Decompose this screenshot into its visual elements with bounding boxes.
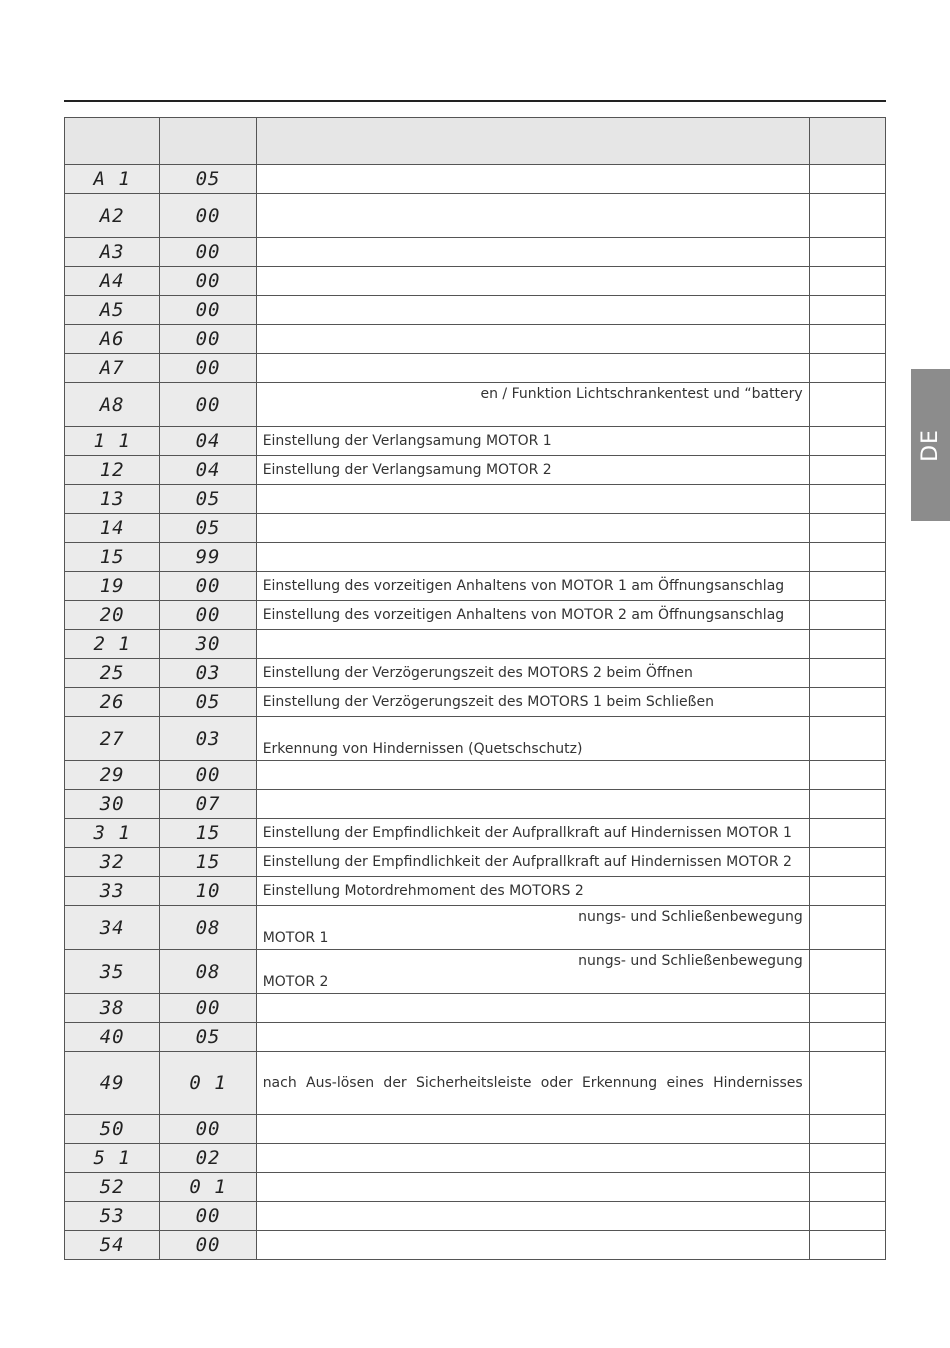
param-description [256, 456, 809, 485]
param-code: A5 [65, 296, 160, 325]
table-row [65, 354, 886, 383]
table-row [65, 1231, 886, 1260]
param-default-value: 10 [160, 877, 256, 906]
param-description [256, 848, 809, 877]
param-code: 15 [65, 543, 160, 572]
param-description [256, 543, 809, 572]
param-extra-cell [809, 994, 885, 1023]
param-extra-cell [809, 601, 885, 630]
param-default-value: 08 [160, 906, 256, 950]
param-code: 38 [65, 994, 160, 1023]
param-default-value: 0 1 [160, 1052, 256, 1115]
table-body [65, 165, 886, 1260]
param-code: 49 [65, 1052, 160, 1115]
param-description [256, 877, 809, 906]
table-row [65, 601, 886, 630]
table-row [65, 950, 886, 994]
param-default-value: 00 [160, 761, 256, 790]
param-description [256, 1231, 809, 1260]
param-extra-cell [809, 1052, 885, 1115]
header-cell-default [160, 118, 256, 165]
param-code: A6 [65, 325, 160, 354]
table-row [65, 267, 886, 296]
param-description [256, 1023, 809, 1052]
param-description [256, 659, 809, 688]
table-row [65, 1202, 886, 1231]
param-default-value: 02 [160, 1144, 256, 1173]
param-code: 33 [65, 877, 160, 906]
param-code: 40 [65, 1023, 160, 1052]
param-code: 12 [65, 456, 160, 485]
param-code: 35 [65, 950, 160, 994]
description-line [263, 405, 803, 426]
table-row [65, 325, 886, 354]
table-row [65, 1144, 886, 1173]
param-code: 26 [65, 688, 160, 717]
param-default-value: 04 [160, 427, 256, 456]
description-line: MOTOR 2 [262, 973, 329, 990]
param-description [256, 296, 809, 325]
param-extra-cell [809, 427, 885, 456]
table-row [65, 427, 886, 456]
param-code: 19 [65, 572, 160, 601]
param-extra-cell [809, 165, 885, 194]
param-default-value: 03 [160, 717, 256, 761]
param-extra-cell [809, 819, 885, 848]
param-extra-cell [809, 296, 885, 325]
description-line: Einstellung der Verlangsamung MOTOR 2 [262, 461, 552, 478]
param-extra-cell [809, 543, 885, 572]
param-code: 52 [65, 1173, 160, 1202]
param-description [256, 994, 809, 1023]
table-row [65, 848, 886, 877]
header-cell-code [65, 118, 160, 165]
param-default-value: 00 [160, 267, 256, 296]
param-code: 2 1 [65, 630, 160, 659]
param-code: 25 [65, 659, 160, 688]
description-line: nungs- und Schließenbewegung [578, 908, 803, 925]
param-default-value: 15 [160, 819, 256, 848]
param-description [256, 427, 809, 456]
table-row [65, 296, 886, 325]
param-description [256, 485, 809, 514]
param-description [256, 688, 809, 717]
description-line: Einstellung des vorzeitigen Anhaltens von MOTOR 1 am Öffnungsanschlag [262, 577, 785, 594]
description-line: Einstellung Motordrehmoment des MOTORS 2 [262, 882, 584, 899]
param-default-value: 00 [160, 601, 256, 630]
param-extra-cell [809, 572, 885, 601]
param-default-value: 00 [160, 994, 256, 1023]
description-line: MOTOR 1 [262, 929, 329, 946]
param-extra-cell [809, 659, 885, 688]
param-code: 34 [65, 906, 160, 950]
table-row [65, 717, 886, 761]
param-default-value: 00 [160, 194, 256, 238]
table-row [65, 543, 886, 572]
param-extra-cell [809, 1144, 885, 1173]
param-default-value: 30 [160, 630, 256, 659]
param-code: 13 [65, 485, 160, 514]
param-description [256, 325, 809, 354]
param-default-value: 15 [160, 848, 256, 877]
param-description [256, 514, 809, 543]
table-row [65, 383, 886, 427]
param-default-value: 0 1 [160, 1173, 256, 1202]
param-description [256, 906, 809, 950]
param-default-value: 00 [160, 1231, 256, 1260]
table-row [65, 194, 886, 238]
param-extra-cell [809, 1173, 885, 1202]
param-extra-cell [809, 238, 885, 267]
param-extra-cell [809, 267, 885, 296]
table-row [65, 761, 886, 790]
param-extra-cell [809, 761, 885, 790]
param-extra-cell [809, 325, 885, 354]
param-code: A4 [65, 267, 160, 296]
param-description [256, 790, 809, 819]
param-extra-cell [809, 717, 885, 761]
param-description [256, 950, 809, 994]
param-code: 54 [65, 1231, 160, 1260]
table-row [65, 456, 886, 485]
table-row [65, 1115, 886, 1144]
description-line: Einstellung der Verzögerungszeit des MOTORS 1 beim Schließen [262, 693, 714, 710]
param-code: 53 [65, 1202, 160, 1231]
param-description [256, 267, 809, 296]
param-default-value: 00 [160, 1202, 256, 1231]
table-row [65, 659, 886, 688]
param-default-value: 08 [160, 950, 256, 994]
language-tab-label: DE [918, 428, 943, 462]
param-description [256, 572, 809, 601]
param-default-value: 00 [160, 383, 256, 427]
param-code: A 1 [65, 165, 160, 194]
param-description [256, 1052, 809, 1115]
table-row [65, 485, 886, 514]
param-default-value: 99 [160, 543, 256, 572]
param-code: 5 1 [65, 1144, 160, 1173]
param-default-value: 00 [160, 572, 256, 601]
param-description [256, 165, 809, 194]
param-extra-cell [809, 1231, 885, 1260]
param-default-value: 00 [160, 296, 256, 325]
description-line: Einstellung der Empfindlichkeit der Aufprallkraft auf Hindernissen MOTOR 2 [262, 853, 792, 870]
table-row [65, 790, 886, 819]
language-tab [911, 369, 950, 521]
param-code: A3 [65, 238, 160, 267]
param-extra-cell [809, 354, 885, 383]
description-line: Einstellung der Verzögerungszeit des MOTORS 2 beim Öffnen [262, 664, 693, 681]
param-code: A2 [65, 194, 160, 238]
description-line: nach Aus-lösen der Sicherheitsleiste oder Erkennung eines Hindernisses [262, 1074, 803, 1091]
param-description [256, 601, 809, 630]
param-code: A8 [65, 383, 160, 427]
param-default-value: 00 [160, 238, 256, 267]
param-default-value: 00 [160, 1115, 256, 1144]
header-cell-extra [809, 118, 885, 165]
param-default-value: 04 [160, 456, 256, 485]
param-description [256, 1115, 809, 1144]
param-description [256, 1202, 809, 1231]
param-extra-cell [809, 456, 885, 485]
param-description [256, 1144, 809, 1173]
param-description [256, 354, 809, 383]
param-default-value: 05 [160, 514, 256, 543]
param-extra-cell [809, 383, 885, 427]
param-extra-cell [809, 790, 885, 819]
param-extra-cell [809, 848, 885, 877]
param-code: A7 [65, 354, 160, 383]
table-row [65, 688, 886, 717]
param-code: 20 [65, 601, 160, 630]
table-row [65, 819, 886, 848]
param-default-value: 05 [160, 688, 256, 717]
description-line: Einstellung der Verlangsamung MOTOR 1 [262, 432, 552, 449]
param-default-value: 00 [160, 354, 256, 383]
param-default-value: 00 [160, 325, 256, 354]
param-default-value: 05 [160, 1023, 256, 1052]
param-code: 32 [65, 848, 160, 877]
param-code: 50 [65, 1115, 160, 1144]
description-line [263, 718, 803, 739]
top-rule [64, 100, 886, 102]
param-extra-cell [809, 906, 885, 950]
param-description [256, 383, 809, 427]
param-default-value: 03 [160, 659, 256, 688]
description-line: Einstellung der Empfindlichkeit der Aufprallkraft auf Hindernissen MOTOR 1 [262, 824, 792, 841]
table-row [65, 630, 886, 659]
param-extra-cell [809, 630, 885, 659]
param-description [256, 1173, 809, 1202]
table-row [65, 238, 886, 267]
param-extra-cell [809, 514, 885, 543]
description-line: Erkennung von Hindernissen (Quetschschutz) [262, 740, 583, 757]
param-extra-cell [809, 877, 885, 906]
header-cell-description [256, 118, 809, 165]
param-code: 27 [65, 717, 160, 761]
table-row [65, 165, 886, 194]
parameter-table [64, 117, 886, 1260]
param-description [256, 717, 809, 761]
description-line: Einstellung des vorzeitigen Anhaltens von MOTOR 2 am Öffnungsanschlag [262, 606, 785, 623]
table-row [65, 877, 886, 906]
param-extra-cell [809, 194, 885, 238]
param-extra-cell [809, 1023, 885, 1052]
param-extra-cell [809, 688, 885, 717]
param-code: 14 [65, 514, 160, 543]
table-row [65, 1173, 886, 1202]
table-row [65, 1052, 886, 1115]
param-default-value: 07 [160, 790, 256, 819]
param-description [256, 819, 809, 848]
table-row [65, 1023, 886, 1052]
param-code: 30 [65, 790, 160, 819]
param-extra-cell [809, 1115, 885, 1144]
param-extra-cell [809, 950, 885, 994]
description-line: en / Funktion Lichtschrankentest und “battery [480, 385, 803, 402]
param-description [256, 194, 809, 238]
param-default-value: 05 [160, 485, 256, 514]
param-description [256, 630, 809, 659]
param-extra-cell [809, 485, 885, 514]
param-default-value: 05 [160, 165, 256, 194]
description-line: nungs- und Schließenbewegung [578, 952, 803, 969]
param-description [256, 238, 809, 267]
table-row [65, 994, 886, 1023]
param-code: 1 1 [65, 427, 160, 456]
table-header-row [65, 118, 886, 165]
table-row [65, 572, 886, 601]
param-extra-cell [809, 1202, 885, 1231]
param-description [256, 761, 809, 790]
param-code: 29 [65, 761, 160, 790]
param-code: 3 1 [65, 819, 160, 848]
table-row [65, 906, 886, 950]
table-row [65, 514, 886, 543]
